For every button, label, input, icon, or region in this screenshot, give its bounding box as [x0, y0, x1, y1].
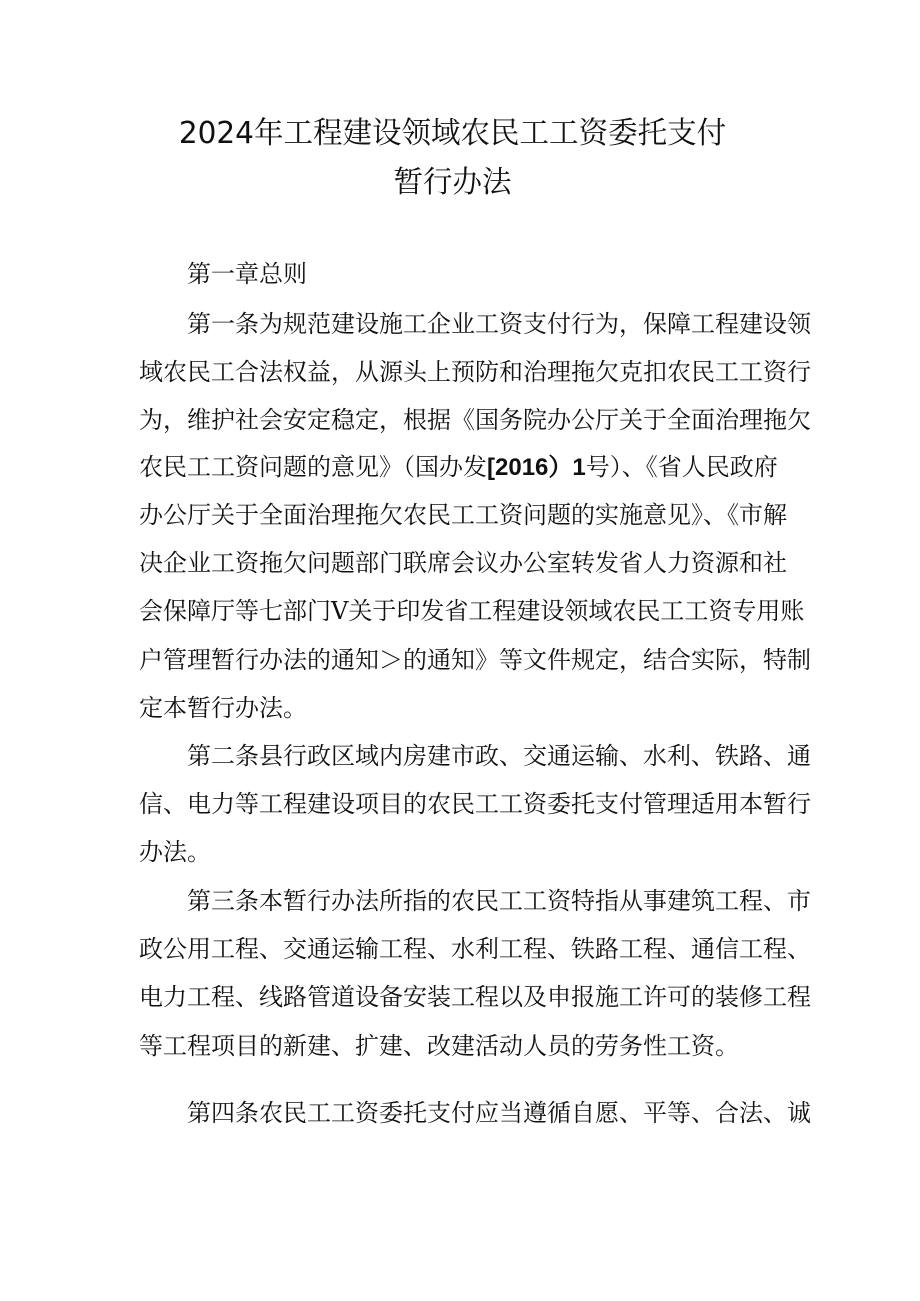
chapter-heading: 第一章总则 — [187, 260, 307, 288]
paragraph-line: 决企业工资拖欠问题部门联席会议办公室转发省人力资源和社 — [139, 549, 787, 577]
paragraph-line: 办法。 — [139, 838, 211, 866]
paragraph-line: 会保障厅等七部门Ⅴ关于印发省工程建设领域农民工工资专用账 — [139, 597, 805, 625]
document-number: [2016）1 — [487, 454, 586, 481]
paragraph-line: 第一条为规范建设施工企业工资支付行为，保障工程建设领 — [187, 310, 811, 338]
paragraph-line: 第四条农民工工资委托支付应当遵循自愿、平等、合法、诚 — [187, 1099, 811, 1127]
paragraph-line: 户管理暂行办法的通知＞的通知》等文件规定，结合实际，特制 — [139, 646, 811, 674]
document-title-line-1: 2024年工程建设领域农民工工资委托支付 — [178, 116, 727, 151]
paragraph-line: 办公厅关于全面治理拖欠农民工工资问题的实施意见》、《市解 — [139, 501, 787, 529]
paragraph-line-mixed — [139, 452, 778, 483]
text-run: 号）、《省人民政府 — [585, 453, 778, 481]
paragraph-line: 为，维护社会安定稳定，根据《国务院办公厅关于全面治理拖欠 — [139, 406, 811, 434]
paragraph-line: 等工程项目的新建、扩建、改建活动人员的劳务性工资。 — [139, 1032, 739, 1060]
paragraph-line: 电力工程、线路管道设备安装工程以及申报施工许可的装修工程 — [139, 983, 811, 1011]
paragraph-line: 定本暂行办法。 — [139, 694, 307, 722]
text-run: 农民工工资问题的意见》（国办发 — [139, 453, 487, 481]
document-title-line-2: 暂行办法 — [393, 165, 512, 200]
paragraph-line: 域农民工合法权益，从源头上预防和治理拖欠克扣农民工工资行 — [139, 358, 811, 386]
paragraph-line: 信、电力等工程建设项目的农民工工资委托支付管理适用本暂行 — [139, 790, 811, 818]
paragraph-line: 第三条本暂行办法所指的农民工工资特指从事建筑工程、市 — [187, 887, 811, 915]
paragraph-line: 政公用工程、交通运输工程、水利工程、铁路工程、通信工程、 — [139, 935, 811, 963]
paragraph-line: 第二条县行政区域内房建市政、交通运输、水利、铁路、通 — [187, 742, 811, 770]
